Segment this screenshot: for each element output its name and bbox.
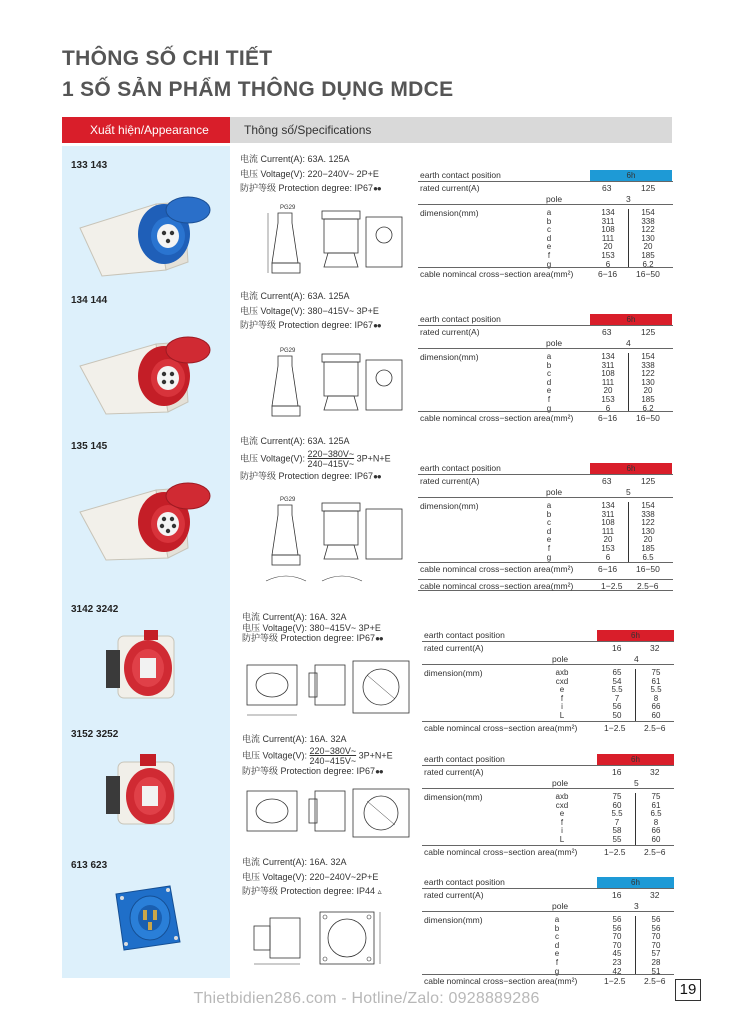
protection-spec: 防护等级 Protection degree: IP67●● xyxy=(242,765,383,776)
current-spec: 电流 Current(A): 63A. 125A xyxy=(240,291,350,301)
ip-drop-icon: ●● xyxy=(373,321,381,330)
pole-row: pole 3 xyxy=(422,900,674,912)
voltage-spec: 电压 Voltage(V): 220−240V~ 2P+E xyxy=(240,168,379,179)
rated-row: rated current(A) 63 125 xyxy=(418,181,673,193)
protection-spec: 防护等级 Protection degree: IP67●● xyxy=(240,183,381,193)
rated-row: rated current(A) 63 125 xyxy=(418,325,673,337)
product-code: 135 145 xyxy=(71,441,108,452)
protection-spec: 防护等级 Protection degree: IP44 ▵ xyxy=(242,886,381,896)
cable-row: cable nomincal cross−section area(mm²) 1−2.5 2.5−6 xyxy=(422,721,674,733)
blue-socket-image xyxy=(76,190,216,280)
current-spec: 电流 Current(A): 16A. 32A xyxy=(242,734,347,744)
page-number: 19 xyxy=(675,979,701,1001)
cable-row-2: cable nomincal cross−section area(mm²) 1−2.5 2.5−6 xyxy=(418,579,673,591)
pole-row: pole 4 xyxy=(418,337,673,349)
earth-row: earth contact position 6h xyxy=(422,876,674,888)
product-specs xyxy=(240,434,391,484)
product-code: 3152 3252 xyxy=(71,729,119,740)
voltage-spec: 电压 Voltage(V): 380−415V~ 3P+E xyxy=(240,305,379,316)
current-spec: 电流 Current(A): 63A. 125A xyxy=(240,154,350,164)
dimension-row: dimension(mm) a b c d e f g 56 56 70 70 45 23 42 56 56 70 70 57 28 51 xyxy=(424,915,661,976)
technical-drawing xyxy=(262,199,407,279)
pg-label: PG29 xyxy=(280,497,296,503)
ip44-splash-icon: ▵ xyxy=(377,887,381,896)
cable-row: cable nomincal cross−section area(mm²) 6−16 16−50 xyxy=(418,562,673,574)
red-socket-image xyxy=(76,330,216,420)
dimension-row: dimension(mm) axb cxd e f i L 75 60 5.5 7 58 55 75 61 6.5 8 66 60 xyxy=(424,792,662,844)
red-socket-image xyxy=(76,476,216,566)
cable-row: cable nomincal cross−section area(mm²) 1−2.5 2.5−6 xyxy=(422,845,674,857)
protection-spec: 防护等级 Protection degree: IP67●● xyxy=(240,470,381,481)
cable-row: cable nomincal cross−section area(mm²) 6−16 16−50 xyxy=(418,411,673,423)
voltage-spec: 电压 Voltage(V): $\frac{220-380V\sim}{240-415V\sim}$ 3P+N+E xyxy=(242,745,393,766)
spec-table xyxy=(418,169,673,279)
product-specs xyxy=(242,855,381,900)
technical-drawing xyxy=(262,342,407,422)
rated-row: rated current(A) 16 32 xyxy=(422,765,674,777)
pole-row: pole 5 xyxy=(418,486,673,498)
technical-drawing xyxy=(262,491,407,591)
product-specs xyxy=(240,289,381,334)
panel-socket-image xyxy=(98,752,188,832)
product-code: 134 144 xyxy=(71,295,108,306)
panel-socket-image xyxy=(98,628,188,708)
spec-table xyxy=(418,313,673,423)
earth-row: earth contact position 6h xyxy=(418,462,673,474)
product-specs xyxy=(242,734,393,777)
current-spec: 电流 Current(A): 63A. 125A xyxy=(240,436,350,446)
protection-spec: 防护等级 Protection degree: IP67●● xyxy=(240,320,381,330)
voltage-spec: 电压 Voltage(V): 220−240V~2P+E xyxy=(242,871,379,882)
current-spec: 电流 Current(A): 16A. 32A xyxy=(242,612,347,622)
spec-table xyxy=(422,876,674,986)
ip-drop-icon: ●● xyxy=(375,634,383,643)
product-specs xyxy=(240,152,381,197)
technical-drawing xyxy=(239,653,413,725)
footer-watermark: Thietbidien286.com - Hotline/Zalo: 0928889286 xyxy=(193,990,540,1007)
pole-row: pole 3 xyxy=(418,193,673,205)
earth-row: earth contact position 6h xyxy=(422,753,674,765)
product-code: 613 623 xyxy=(71,860,108,871)
technical-drawing xyxy=(250,908,410,970)
current-spec: 电流 Current(A): 16A. 32A xyxy=(242,857,347,867)
earth-row: earth contact position 6h xyxy=(422,629,674,641)
earth-row: earth contact position 6h xyxy=(418,169,673,181)
pole-row: pole 5 xyxy=(422,777,674,789)
ip-drop-icon: ●● xyxy=(373,184,381,193)
dimension-row: dimension(mm) a b c d e f g 134 311 108 111 20 153 6 154 338 122 130 20 185 6.2 xyxy=(420,352,655,413)
rated-row: rated current(A) 16 32 xyxy=(422,888,674,900)
voltage-spec: 电压 Voltage(V): $\frac{220-380V\sim}{240-415V\sim}$ 3P+N+E xyxy=(240,448,391,469)
pole-row: pole 4 xyxy=(422,653,674,665)
spec-table xyxy=(422,753,674,857)
specifications-header: Thông số/Specifications xyxy=(230,117,672,143)
pg-label: PG29 xyxy=(280,348,296,354)
ip-drop-icon: ●● xyxy=(373,471,381,481)
product-code: 3142 3242 xyxy=(71,604,119,615)
product-specs xyxy=(242,612,383,645)
earth-row: earth contact position 6h xyxy=(418,313,673,325)
dimension-row: dimension(mm) a b c d e f g 134 311 108 111 20 153 6 154 338 122 130 20 185 6.2 xyxy=(420,208,655,269)
ip-drop-icon: ●● xyxy=(375,766,383,776)
page-title-line1: THÔNG SỐ CHI TIẾT xyxy=(62,47,273,70)
product-code: 133 143 xyxy=(71,160,108,171)
cable-row: cable nomincal cross−section area(mm²) 1−2.5 2.5−6 xyxy=(422,974,674,986)
blue-plug-image xyxy=(110,880,190,960)
spec-table xyxy=(422,629,674,733)
rated-row: rated current(A) 63 125 xyxy=(418,474,673,486)
dimension-row: dimension(mm) a b c d e f g 134 311 108 111 20 153 6 154 338 122 130 20 185 6.5 xyxy=(420,501,655,562)
technical-drawing xyxy=(239,785,413,841)
page-title-line2: 1 SỐ SẢN PHẨM THÔNG DỤNG MDCE xyxy=(62,78,454,101)
voltage-spec: 电压 Voltage(V): 380−415V~ 3P+E xyxy=(242,622,381,633)
pg-label: PG29 xyxy=(280,205,296,211)
protection-spec: 防护等级 Protection degree: IP67●● xyxy=(242,633,383,643)
rated-row: rated current(A) 16 32 xyxy=(422,641,674,653)
cable-row: cable nomincal cross−section area(mm²) 6−16 16−50 xyxy=(418,267,673,279)
dimension-row: dimension(mm) axb cxd e f i L 65 54 5.5 7 56 50 75 61 5.5 8 66 60 xyxy=(424,668,662,720)
spec-table xyxy=(418,462,673,591)
appearance-header: Xuất hiện/Appearance xyxy=(62,117,230,143)
